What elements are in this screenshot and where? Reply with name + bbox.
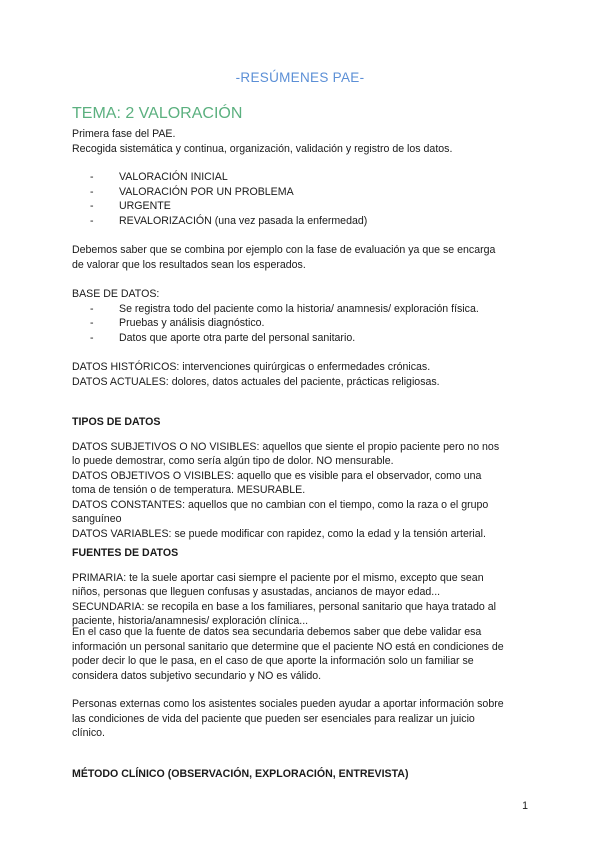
text-line: considera datos subjetivo secundario y NO es válido. xyxy=(72,669,322,682)
text-line: PRIMARIA: te la suele aportar casi siempre el paciente por el mismo, excepto que sean xyxy=(72,571,484,584)
tipos-datos-section xyxy=(72,404,532,541)
base-datos-heading: BASE DE DATOS: xyxy=(72,288,160,300)
document-title: -RESÚMENES PAE- xyxy=(235,70,365,85)
text-line: niños, personas que lleguen confusas y asustadas, ancianos de mayor edad... xyxy=(72,586,441,599)
fuentes-datos-heading: FUENTES DE DATOS xyxy=(72,546,179,559)
list-item: - VALORACIÓN INICIAL xyxy=(72,170,532,185)
text-line: clínico. xyxy=(72,727,105,739)
valoracion-types-list xyxy=(72,170,532,228)
evaluacion-paragraph xyxy=(72,243,532,272)
base-datos-section xyxy=(72,287,532,345)
text-line: Recogida sistemática y continua, organización, validación y registro de los datos. xyxy=(72,142,453,155)
text-line: paciente, historia/anamnesis/ exploración clínica... xyxy=(72,615,309,628)
list-item: - REVALORIZACIÓN (una vez pasada la enfermedad) xyxy=(72,214,532,229)
list-item: - Pruebas y análisis diagnóstico. xyxy=(72,316,532,331)
section-heading-tema: TEMA: 2 VALORACIÓN xyxy=(72,105,243,122)
text-line: DATOS OBJETIVOS O VISIBLES: aquello que es visible para el observador, como una xyxy=(72,469,482,482)
text-line: DATOS ACTUALES: dolores, datos actuales del paciente, prácticas religiosas. xyxy=(72,375,440,388)
text-line: DATOS SUBJETIVOS O NO VISIBLES: aquellos que siente el propio paciente pero no nos xyxy=(72,440,500,453)
intro-paragraph xyxy=(72,127,532,156)
page-number: 1 xyxy=(522,800,528,812)
text-line: DATOS VARIABLES: se puede modificar con rapidez, como la edad y la tensión arterial. xyxy=(72,527,486,540)
externas-paragraph xyxy=(72,697,532,741)
text-line: Debemos saber que se combina por ejemplo con la fase de evaluación ya que se encarga xyxy=(72,244,496,256)
text-line: SECUNDARIA: se recopila en base a los familiares, personal sanitario que haya tratado al xyxy=(72,600,496,613)
list-item: - VALORACIÓN POR UN PROBLEMA xyxy=(72,185,532,200)
text-line: información un personal sanitario que determine que el paciente NO está en condiciones de xyxy=(72,640,504,653)
text-line: Personas externas como los asistentes sociales pueden ayudar a aportar información sobre xyxy=(72,698,504,710)
list-item: - Datos que aporte otra parte del personal sanitario. xyxy=(72,331,532,346)
list-item: - URGENTE xyxy=(72,199,532,214)
text-line: poder decir lo que le pasa, en el caso de que aporte la información solo un familiar se xyxy=(72,655,474,667)
fuentes-datos-section xyxy=(72,535,532,629)
text-line: las condiciones de vida del paciente que pueden ser esenciales para realizar un juicio xyxy=(72,712,475,725)
list-item: - Se registra todo del paciente como la historia/ anamnesis/ exploración física. xyxy=(72,302,532,317)
datos-temporales xyxy=(72,360,532,389)
metodo-clinico-heading: MÉTODO CLÍNICO (OBSERVACIÓN, EXPLORACIÓN, ENTREVISTA) xyxy=(72,767,409,780)
secundaria-paragraph xyxy=(72,625,532,683)
text-line: DATOS CONSTANTES: aquellos que no cambian con el tiempo, como la raza o el grupo xyxy=(72,498,489,511)
tipos-datos-heading: TIPOS DE DATOS xyxy=(72,415,161,428)
text-line: lo puede demostrar, como sería algún tipo de dolor. NO mensurable. xyxy=(72,455,394,468)
text-line: de valorar que los resultados sean los esperados. xyxy=(72,258,306,271)
text-line: DATOS HISTÓRICOS: intervenciones quirúrgicas o enfermedades crónicas. xyxy=(72,361,431,373)
text-line: sanguíneo xyxy=(72,513,122,526)
text-line: toma de tensión o de temperatura. MESURABLE. xyxy=(72,484,306,497)
text-line: Primera fase del PAE. xyxy=(72,128,176,140)
text-line: En el caso que la fuente de datos sea secundaria debemos saber que debe validar esa xyxy=(72,626,482,638)
metodo-clinico-section xyxy=(72,756,532,792)
